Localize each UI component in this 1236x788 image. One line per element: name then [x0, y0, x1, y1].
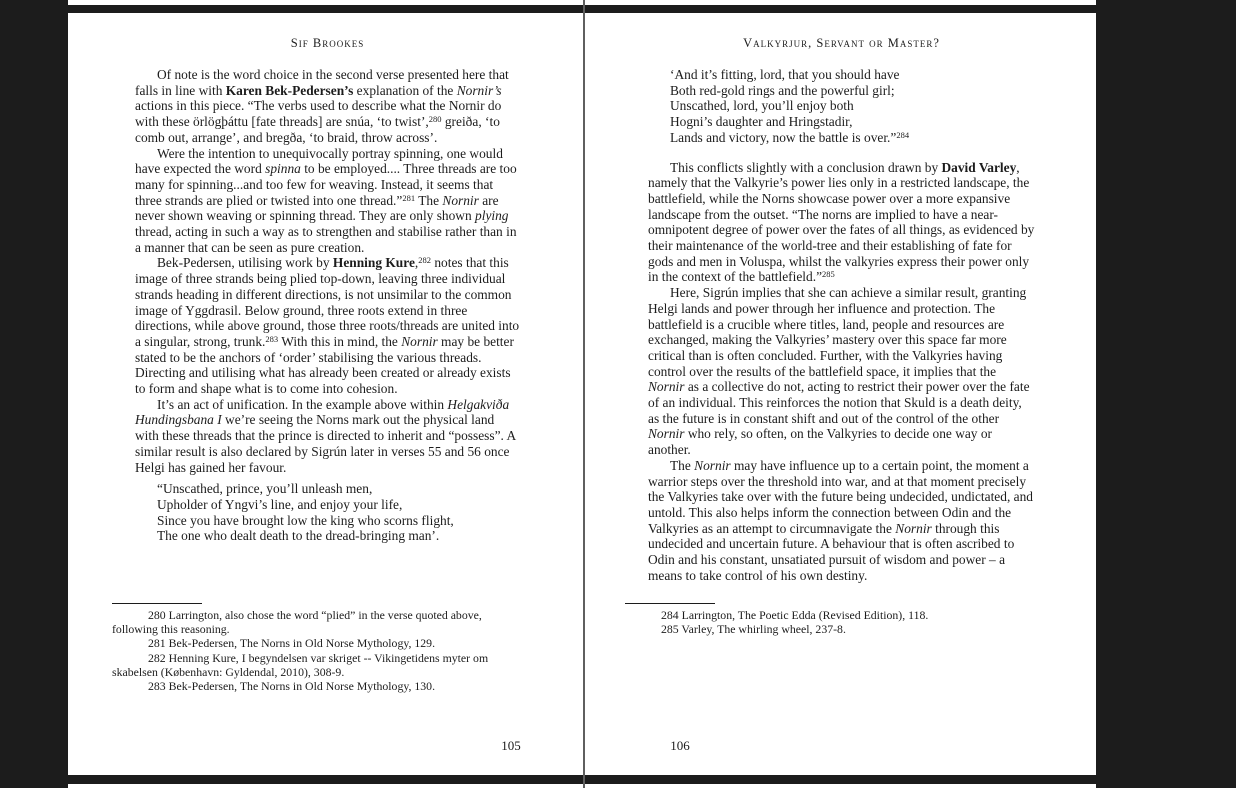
footnote-list-left	[112, 608, 520, 693]
footnote: 281 Bek-Pedersen, The Norns in Old Norse Mythology, 129.	[148, 636, 436, 651]
verse-line	[157, 513, 520, 529]
footnote-rule	[625, 603, 715, 604]
verse-line	[670, 130, 1035, 146]
text-segment: Hogni’s daughter and Hringstadir,	[670, 114, 853, 130]
running-head-right: Valkyrjur, Servant or Master?	[743, 36, 940, 50]
text-segment: Nornir	[401, 333, 438, 349]
paragraph	[135, 255, 520, 396]
verse-line	[670, 114, 1035, 130]
page-number-right: 106	[670, 738, 690, 753]
text-segment: Were the intention to unequivocally portray spinning, one would have expected the word	[135, 145, 503, 177]
footnote: 283 Bek-Pedersen, The Norns in Old Norse Mythology, 130.	[148, 679, 436, 694]
text-segment: plying	[475, 208, 509, 224]
text-segment: thread, acting in such a way as to strengthen and stabilise rather than in a manner that can be seen as pure creation.	[135, 224, 517, 255]
text-segment: Here, Sigrún implies that she can achieve a similar result, granting Helgi lands and power through her influence and protection. The battlefield is a crucible where titles, land, people and resources are exchanged, making the Valkyries’ mastery over this space far more critical than is often concluded. Further, with the Valkyries having control over the results of the battlefield space, it implies that the	[648, 285, 1027, 379]
text-segment: It’s an act of unification. In the example above within	[157, 396, 448, 412]
paragraph	[135, 397, 520, 476]
verse-line	[670, 98, 1035, 114]
footnote-marker: 280	[428, 114, 442, 125]
text-segment: may have influence up to a certain point, the moment a warrior steps over the threshold into war, and at that moment precisely the Valkyries take over with the future being undecided, undictated, and untold. This also helps inform the connection between Odin and the Valkyries as an attempt to circumnavigate the	[648, 457, 1033, 536]
page-spread	[68, 13, 1096, 775]
footnote-marker: 285	[822, 269, 835, 280]
page-column-left	[135, 67, 520, 558]
text-segment: David Varley	[941, 159, 1017, 175]
paragraph	[648, 285, 1035, 458]
paragraph	[648, 160, 1035, 286]
text-segment: The one who dealt death to the dread-bringing man’.	[157, 528, 440, 544]
verse-line	[157, 528, 520, 544]
text-segment: Nornir	[648, 426, 685, 442]
footnote-rule	[112, 603, 202, 604]
paragraph	[135, 67, 520, 146]
text-segment: Karen Bek-Pedersen’s	[225, 82, 354, 98]
text-segment: explanation of the	[353, 82, 457, 98]
text-segment: Both red-gold rings and the powerful girl;	[670, 82, 895, 98]
paragraph	[135, 146, 520, 256]
text-segment: The	[415, 192, 443, 208]
page-column-right	[648, 67, 1035, 584]
text-segment: , namely that the Valkyrie’s power lies only in a restricted landscape, the battlefield, while the Norns showcase power over a more expansive landscape from the outset. “The norns are implied to have a near-omnipotent degree of power over the fates of all things, as evidenced by their maintenance of the world-tree and their establishing of fate for gods and men in Voluspa, whilst the valkyries express their power only in the context of the battlefield.”	[648, 159, 1035, 285]
verse-quote	[670, 67, 1035, 146]
text-segment: may be better stated to be the anchors of ‘order’ stabilising the various threads. Directing and utilising what has already been created or already exists to form and shape what is to come into cohesion.	[135, 333, 514, 397]
footnotes-right	[625, 603, 1035, 636]
text-segment: spinna	[265, 161, 301, 177]
footnote: 280 Larrington, also chose the word “plied” in the verse quoted above, following this reasoning.	[112, 608, 482, 637]
verse-line	[670, 67, 1035, 83]
next-spread-edge	[68, 784, 1096, 788]
paragraph	[648, 458, 1035, 584]
text-segment: ‘And it’s fitting, lord, that you should have	[670, 67, 900, 82]
text-segment: we’re seeing the Norns mark out the physical land with these threads that the prince is directed to inherit and “possess”. A similar result is also declared by Sigrún later in verses 55 and 56 once Helgi has gained her favour.	[135, 412, 516, 475]
text-segment: are never shown weaving or spinning thread. They are only shown	[135, 192, 499, 224]
text-segment: Nornir	[895, 520, 932, 536]
text-segment: Helgakviða Hundingsbana I	[135, 396, 510, 428]
footnotes-left	[112, 603, 520, 693]
page-gutter-divider	[583, 0, 585, 788]
text-segment: The	[670, 457, 695, 473]
footnote: 284 Larrington, The Poetic Edda (Revised Edition), 118.	[661, 608, 929, 622]
text-segment: greiða, ‘to comb out, arrange’, and bregða, ‘to braid, throw across’.	[135, 114, 500, 145]
text-segment: notes that this image of three strands being plied top-down, leaving three individual strands heading in different directions, is not unsimilar to the common image of Yggdrasil. Below ground, three roots extend in three directions, while above ground, those three roots/threads are united into a singular, strong, trunk.	[135, 255, 520, 349]
text-segment: as a collective do not, acting to restrict their power over the fate of an individual. This reinforces the notion that Skuld is a death deity, as the future is in constant shift and out of the control of the other	[648, 379, 1030, 426]
text-segment: Nornir	[648, 379, 685, 395]
text-segment: Upholder of Yngvi’s line, and enjoy your life,	[157, 496, 403, 512]
text-segment: This conflicts slightly with a conclusion drawn by	[670, 159, 942, 175]
verse-line	[157, 481, 520, 497]
text-segment: Unscathed, lord, you’ll enjoy both	[670, 98, 854, 114]
text-segment: Since you have brought low the king who scorns flight,	[157, 512, 454, 528]
footnote: 285 Varley, The whirling wheel, 237-8.	[661, 622, 846, 637]
footnote-marker: 283	[265, 333, 279, 344]
text-segment: Bek-Pedersen, utilising work by	[157, 255, 333, 271]
previous-spread-edge	[68, 0, 1096, 5]
text-segment: With this in mind, the	[278, 333, 402, 349]
text-segment: who rely, so often, on the Valkyries to decide one way or another.	[648, 426, 993, 458]
verse-line	[670, 83, 1035, 99]
text-segment: Henning Kure	[332, 255, 415, 271]
text-segment: actions in this piece. “The verbs used to describe what the Nornir do with these örlögþáttu [fate threads] are snúa, ‘to twist’,	[135, 98, 502, 130]
footnote: 282 Henning Kure, I begyndelsen var skriget -- Vikingetidens myter om skabelsen (København: Gyldendal, 2010), 308-9.	[112, 650, 489, 679]
footnote-marker: 282	[418, 255, 432, 266]
text-segment: through this undecided and uncertain future. A behaviour that is often ascribed to Odin and his constant, unsatiated pursuit of wisdom and power – a means to take control of his own destiny.	[648, 520, 1015, 583]
verse-line	[157, 497, 520, 513]
text-segment: Of note is the word choice in the second verse presented here that falls in line with	[135, 67, 509, 98]
text-segment: Nornir	[442, 192, 479, 208]
text-segment: “Unscathed, prince, you’ll unleash men,	[157, 481, 373, 497]
running-head-left: Sif Brookes	[290, 36, 365, 50]
footnote-marker: 284	[896, 129, 910, 140]
footnote-list-right	[625, 608, 1035, 636]
page-number-left: 105	[501, 738, 521, 753]
verse-quote	[157, 481, 520, 544]
text-segment: Nornir	[694, 457, 731, 473]
text-segment: Lands and victory, now the battle is over.”	[670, 129, 897, 145]
text-segment: Nornir’s	[456, 82, 502, 98]
text-segment: ,	[414, 255, 419, 271]
footnote-marker: 281	[402, 192, 416, 203]
text-segment: to be employed.... Three threads are too many for spinning...and too few for weaving. Instead, it seems that three strands are plied or twisted into one thread.”	[135, 161, 517, 208]
